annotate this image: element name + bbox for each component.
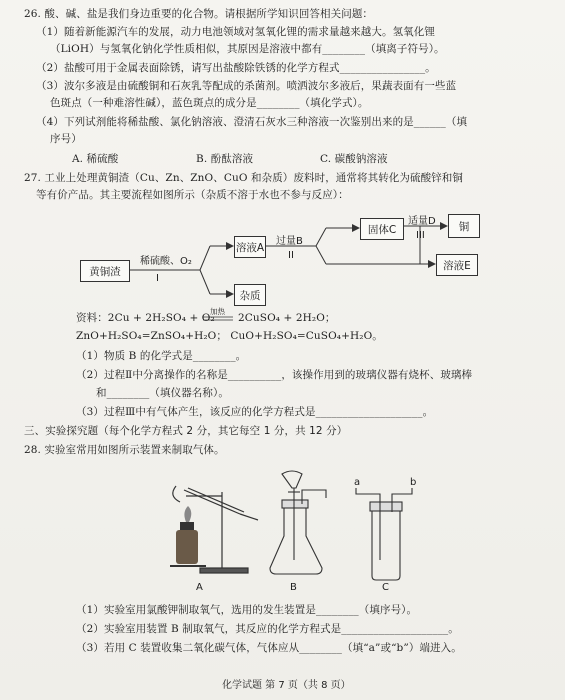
flow-label-step3: 适量D xyxy=(408,216,436,227)
q26-part1-line2: （LiOH）与氢氧化钠化学性质相似，其原因是溶液中都有________（填离子符号）。 xyxy=(50,43,445,55)
q26-option-b: B. 酚酞溶液 xyxy=(196,153,254,165)
section3-heading: 三、实验探究题（每个化学方程式 2 分，其它每空 1 分，共 12 分） xyxy=(24,425,348,437)
flow-label-step2: 过量B xyxy=(276,236,303,247)
flow-label-step1-num: I xyxy=(156,273,159,284)
q27-info-reaction1-prefix: 资料：2Cu + 2H₂SO₄ + O₂ xyxy=(76,312,215,324)
flow-node-solution-a: 溶液A xyxy=(234,236,266,258)
flow-node-copper: 铜 xyxy=(448,214,480,238)
flow-label-step3-num: III xyxy=(416,230,425,241)
flow-label-step1: 稀硫酸、O₂ xyxy=(140,256,192,267)
q28-title: 28. 实验室常用如图所示装置来制取气体。 xyxy=(24,444,225,456)
page-footer: 化学试题 第 7 页（共 8 页） xyxy=(222,680,351,691)
flow-node-solid-c: 固体C xyxy=(360,218,404,240)
q27-info-reaction1-suffix: 2CuSO₄ + 2H₂O； xyxy=(238,312,336,324)
q26-part4-line1: （4）下列试剂能将稀盐酸、氯化钠溶液、澄清石灰水三种溶液一次鉴别出来的是______（填 xyxy=(36,116,468,128)
apparatus-c-label: C xyxy=(382,582,389,593)
q27-title-line2: 等有价产品。其主要流程如图所示（杂质不溶于水也不参与反应）： xyxy=(36,189,349,201)
q26-option-c: C. 碳酸钠溶液 xyxy=(320,153,388,165)
q26-option-a: A. 稀硫酸 xyxy=(72,153,119,165)
apparatus-c-port-b: b xyxy=(410,477,417,488)
q26-part4-line2: 序号） xyxy=(50,133,82,145)
q27-part2-line1: （2）过程Ⅱ中分离操作的名称是__________，该操作用到的玻璃仪器有烧杯、玻璃棒 xyxy=(76,369,473,381)
q28-part2: （2）实验室用装置 B 制取氧气，其反应的化学方程式是____________________。 xyxy=(76,623,459,635)
q28-part1: （1）实验室用氯酸钾制取氧气，选用的发生装置是________（填序号）。 xyxy=(76,604,418,616)
flow-node-solution-e: 溶液E xyxy=(436,254,478,276)
q27-part3: （3）过程Ⅲ中有气体产生，该反应的化学方程式是____________________。 xyxy=(76,406,434,418)
apparatus-c-port-a: a xyxy=(354,477,361,488)
flow-node-start: 黄铜渣 xyxy=(80,260,130,282)
flow-label-step2-num: II xyxy=(288,250,294,261)
apparatus-a-label: A xyxy=(196,582,203,593)
q26-part2: （2）盐酸可用于金属表面除锈，请写出盐酸除铁锈的化学方程式________________。 xyxy=(36,62,436,74)
q26-part3-line1: （3）波尔多液是由硫酸铜和石灰乳等配成的杀菌剂。喷洒波尔多液后，果蔬表面有一些蓝 xyxy=(36,80,457,92)
q26-title: 26. 酸、碱、盐是我们身边重要的化合物。请根据所学知识回答相关问题： xyxy=(24,8,374,20)
q27-title: 27. 工业上处理黄铜渣（Cu、Zn、ZnO、CuO 和杂质）废料时，通常将其转化为硫酸锌和铜 xyxy=(24,172,463,184)
q27-part1: （1）物质 B 的化学式是________。 xyxy=(76,350,247,362)
q27-info-heat-condition: 加热 xyxy=(210,307,225,316)
q26-part3-line2: 色斑点（一种难溶性碱），蓝色斑点的成分是________（填化学式）。 xyxy=(50,97,369,109)
q27-info-reaction2: ZnO+H₂SO₄=ZnSO₄+H₂O； CuO+H₂SO₄=CuSO₄+H₂O。 xyxy=(76,330,383,342)
q26-part1-line1: （1）随着新能源汽车的发展，动力电池领域对氢氧化锂的需求量越来越大。氢氧化锂 xyxy=(36,26,435,38)
apparatus-b-label: B xyxy=(290,582,297,593)
q27-part2-line2: 和________（填仪器名称）。 xyxy=(96,387,229,399)
flow-node-impurity: 杂质 xyxy=(234,284,266,306)
q28-part3: （3）若用 C 装置收集二氧化碳气体，气体应从________（填“a”或“b”）端进入。 xyxy=(76,642,462,654)
